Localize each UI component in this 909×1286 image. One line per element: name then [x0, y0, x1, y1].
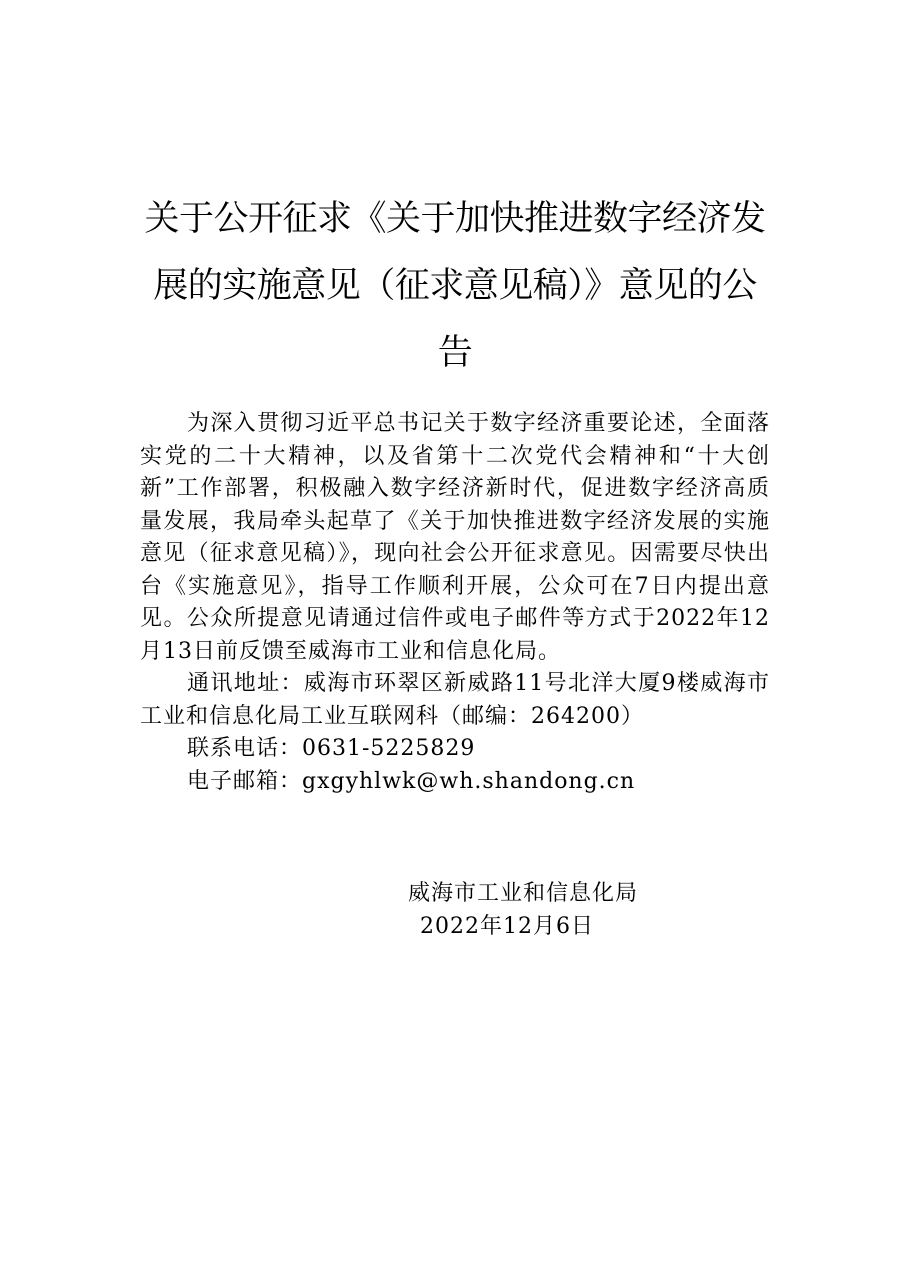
- email-line: 电子邮箱：gxgyhlwk@wh.shandong.cn: [187, 768, 636, 794]
- address-line: 通讯地址：威海市环翠区新威路11号北洋大厦9楼威海市工业和信息化局工业互联网科（邮编：264200）: [140, 671, 770, 729]
- signature-block: [408, 877, 728, 943]
- main-paragraph: 为深入贯彻习近平总书记关于数字经济重要论述，全面落实党的二十大精神，以及省第十二次党代会精神和“十大创新”工作部署，积极融入数字经济新时代，促进数字经济高质量发展，我局牵头起草了《关于加快推进数字经济发展的实施意见（征求意见稿）》，现向社会公开征求意见。因需要尽快出台《实施意见》，指导工作顺利开展，公众可在7日内提出意见。公众所提意见请通过信件或电子邮件等方式于2022年12月13日前反馈至威海市工业和信息化局。: [140, 411, 770, 664]
- document-body: [140, 408, 770, 798]
- document-title: 关于公开征求《关于加快推进数字经济发展的实施意见（征求意见稿）》意见的公告: [144, 199, 766, 373]
- signature-organization: 威海市工业和信息化局: [408, 881, 639, 906]
- phone-line: 联系电话：0631-5225829: [187, 736, 476, 761]
- signature-date: 2022年12月6日: [420, 914, 594, 939]
